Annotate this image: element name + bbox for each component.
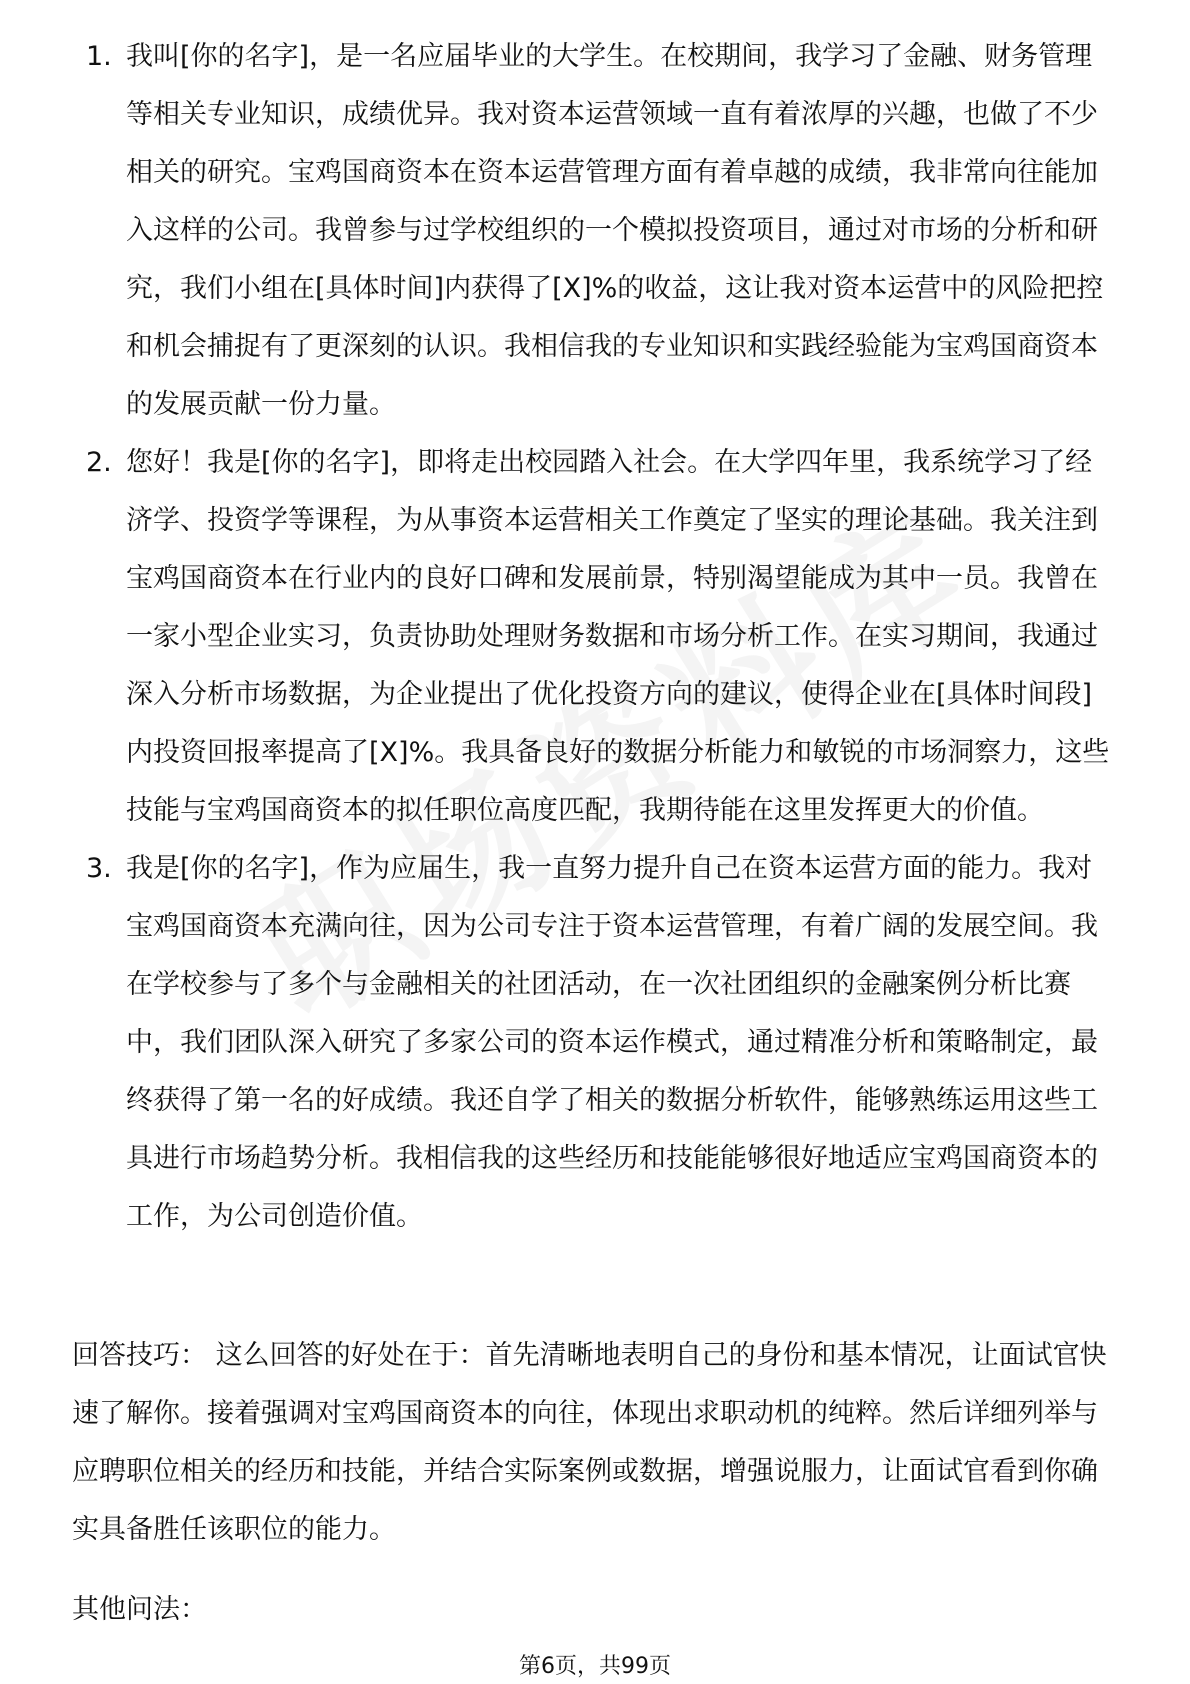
answer-text: 您好！我是[你的名字]，即将走出校园踏入社会。在大学四年里，我系统学习了经济学、投资学等课程，为从事资本运营相关工作奠定了坚实的理论基础。我关注到宝鸡国商资本在行业内的良好口碑和发展前景，特别渴望能成为其中一员。我曾在一家小型企业实习，负责协助处理财务数据和市场分析工作。在实习期间，我通过深入分析市场数据，为企业提出了优化投资方向的建议，使得企业在[具体时间段]内投资回报率提高了[X]%。我具备良好的数据分析能力和敏锐的市场洞察力，这些技能与宝鸡国商资本的拟任职位高度匹配，我期待能在这里发挥更大的价值。 [126, 447, 1110, 826]
tips-text: 这么回答的好处在于：首先清晰地表明自己的身份和基本情况，让面试官快速了解你。接着强调对宝鸡国商资本的向往，体现出求职动机的纯粹。然后详细列举与应聘职位相关的经历和技能，并结合实际案例或数据，增强说服力，让面试官看到你确实具备胜任该职位的能力。 [72, 1340, 1107, 1545]
answer-item-1 [0, 28, 1190, 434]
answer-text: 我叫[你的名字]，是一名应届毕业的大学生。在校期间，我学习了金融、财务管理等相关专业知识，成绩优异。我对资本运营领域一直有着浓厚的兴趣，也做了不少相关的研究。宝鸡国商资本在资本运营管理方面有着卓越的成绩，我非常向往能加入这样的公司。我曾参与过学校组织的一个模拟投资项目，通过对市场的分析和研究，我们小组在[具体时间]内获得了[X]%的收益，这让我对资本运营中的风险把控和机会捕捉有了更深刻的认识。我相信我的专业知识和实践经验能为宝鸡国商资本的发展贡献一份力量。 [126, 41, 1104, 420]
answer-tips-paragraph [72, 1327, 1122, 1559]
answer-text: 我是[你的名字]，作为应届生，我一直努力提升自己在资本运营方面的能力。我对宝鸡国商资本充满向往，因为公司专注于资本运营管理，有着广阔的发展空间。我在学校参与了多个与金融相关的社团活动，在一次社团组织的金融案例分析比赛中，我们团队深入研究了多家公司的资本运作模式，通过精准分析和策略制定，最终获得了第一名的好成绩。我还自学了相关的数据分析软件，能够熟练运用这些工具进行市场趋势分析。我相信我的这些经历和技能能够很好地适应宝鸡国商资本的工作，为公司创造价值。 [126, 853, 1098, 1232]
answer-item-3 [0, 840, 1190, 1246]
page-number: 第6页，共99页 [519, 1654, 671, 1679]
answer-number: 2. [86, 447, 112, 478]
other-questions-heading: 其他问法： [72, 1594, 207, 1625]
answer-number: 3. [86, 853, 112, 884]
tips-label: 回答技巧： [72, 1340, 207, 1371]
answer-number: 1. [86, 41, 112, 72]
answer-item-2 [0, 434, 1190, 840]
answer-list [0, 28, 1190, 1246]
